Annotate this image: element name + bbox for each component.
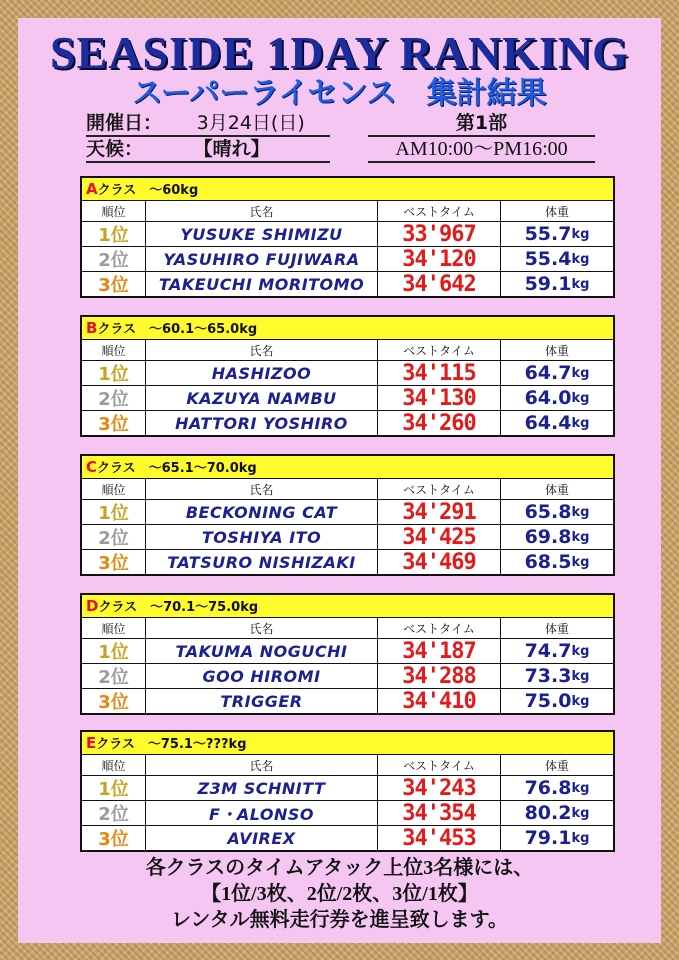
rank-cell: 2位 — [82, 664, 146, 688]
table-header-row — [82, 618, 613, 639]
weight-unit: kg — [571, 529, 590, 545]
weight-unit: kg — [571, 365, 590, 381]
weight-cell — [501, 361, 613, 385]
column-header-rank: 順位 — [82, 340, 146, 360]
weight-cell — [501, 272, 613, 296]
table-row — [82, 222, 613, 247]
weight-cell — [501, 550, 613, 574]
weight-unit: kg — [571, 780, 590, 796]
weight-cell — [501, 776, 613, 800]
weight-value: 79.1 — [524, 827, 572, 849]
weight-unit: kg — [571, 554, 590, 570]
driver-name: TOSHIYA ITO — [146, 525, 378, 549]
page-title: SEASIDE 1DAY RANKING — [50, 27, 629, 78]
weight-unit: kg — [571, 415, 590, 431]
class-letter: D — [86, 597, 99, 615]
column-header-name: 氏名 — [146, 479, 378, 499]
weight-unit: kg — [571, 390, 590, 406]
weight-unit: kg — [571, 805, 590, 821]
weight-unit: kg — [571, 276, 590, 292]
weight-cell — [501, 222, 613, 246]
date-label: 開催日： — [86, 112, 163, 134]
footer-line-2: 【1位/3枚、2位/2枚、3位/1枚】 — [201, 883, 478, 905]
class-label: クラス ～75.1～???kg — [96, 737, 247, 752]
rank-cell: 3位 — [82, 272, 146, 296]
weight-value: 64.4 — [524, 412, 572, 434]
rank-cell: 3位 — [82, 411, 146, 435]
class-table-a — [80, 176, 615, 298]
class-label: クラス ～70.1～75.0kg — [98, 600, 259, 615]
driver-name: HATTORI YOSHIRO — [146, 411, 378, 435]
class-letter: C — [86, 458, 98, 476]
weight-unit: kg — [571, 251, 590, 267]
rank-cell: 2位 — [82, 386, 146, 410]
weight-value: 65.8 — [524, 501, 572, 523]
weight-cell — [501, 801, 613, 825]
best-time: 34'260 — [378, 411, 501, 435]
class-table-b — [80, 315, 615, 437]
best-time: 34'469 — [378, 550, 501, 574]
driver-name: AVIREX — [146, 826, 378, 850]
weight-unit: kg — [571, 643, 590, 659]
column-header-weight: 体重 — [544, 204, 569, 219]
weight-unit: kg — [571, 693, 590, 709]
table-header-row — [82, 340, 613, 361]
table-row — [82, 386, 613, 411]
best-time: 34'410 — [378, 689, 501, 713]
best-time: 34'187 — [378, 639, 501, 663]
column-header-name: 氏名 — [146, 618, 378, 638]
weight-cell — [501, 826, 613, 850]
weight-value: 68.5 — [524, 551, 572, 573]
footer-line-3: レンタル無料走行券を進呈致します。 — [170, 909, 509, 931]
table-row — [82, 550, 613, 574]
weight-unit: kg — [571, 226, 590, 242]
time-range: AM10:00～PM16:00 — [368, 137, 595, 163]
weight-value: 69.8 — [524, 526, 572, 548]
best-time: 34'120 — [378, 247, 501, 271]
class-letter: E — [86, 734, 97, 752]
weight-value: 55.4 — [524, 248, 572, 270]
class-header — [82, 732, 613, 755]
class-label: クラス ～60.1～65.0kg — [97, 322, 258, 337]
driver-name: YUSUKE SHIMIZU — [146, 222, 378, 246]
weight-value: 55.7 — [524, 223, 572, 245]
column-header-best-time: ベストタイム — [378, 618, 501, 638]
class-table-c — [80, 454, 615, 576]
table-row — [82, 776, 613, 801]
weight-cell — [501, 689, 613, 713]
rank-cell: 1位 — [82, 639, 146, 663]
driver-name: BECKONING CAT — [146, 500, 378, 524]
rank-cell: 1位 — [82, 500, 146, 524]
class-letter: B — [86, 319, 98, 337]
table-row — [82, 826, 613, 850]
weight-cell — [501, 411, 613, 435]
table-row — [82, 689, 613, 713]
rank-cell: 1位 — [82, 222, 146, 246]
rank-cell: 3位 — [82, 826, 146, 850]
driver-name: TATSURO NISHIZAKI — [146, 550, 378, 574]
weight-value: 64.0 — [524, 387, 572, 409]
weight-cell — [501, 386, 613, 410]
column-header-name: 氏名 — [146, 201, 378, 221]
weight-cell — [501, 500, 613, 524]
column-header-weight: 体重 — [544, 482, 569, 497]
column-header-rank: 順位 — [82, 201, 146, 221]
weight-value: 73.3 — [524, 665, 572, 687]
class-label: クラス ～65.1～70.0kg — [97, 461, 257, 476]
column-header-best-time: ベストタイム — [378, 340, 501, 360]
class-header — [82, 178, 613, 201]
weight-value: 74.7 — [524, 640, 572, 662]
table-row — [82, 411, 613, 435]
driver-name: KAZUYA NAMBU — [146, 386, 378, 410]
table-header-row — [82, 201, 613, 222]
column-header-name: 氏名 — [146, 755, 378, 775]
best-time: 34'115 — [378, 361, 501, 385]
weight-unit: kg — [571, 504, 590, 520]
table-row — [82, 525, 613, 550]
driver-name: YASUHIRO FUJIWARA — [146, 247, 378, 271]
column-header-best-time: ベストタイム — [378, 755, 501, 775]
weight-value: 75.0 — [524, 690, 572, 712]
date-value: 3月24日(日) — [196, 112, 305, 134]
weight-cell — [501, 525, 613, 549]
weight-unit: kg — [571, 830, 590, 846]
table-header-row — [82, 755, 613, 776]
rank-cell: 1位 — [82, 776, 146, 800]
rank-cell: 3位 — [82, 689, 146, 713]
page-subtitle: スーパーライセンス 集計結果 — [132, 76, 547, 111]
weight-unit: kg — [571, 668, 590, 684]
weight-cell — [501, 639, 613, 663]
column-header-weight: 体重 — [544, 621, 569, 636]
table-row — [82, 801, 613, 826]
footer-line-1: 各クラスのタイムアタック上位3名様には、 — [145, 857, 534, 879]
weight-cell — [501, 247, 613, 271]
table-row — [82, 272, 613, 296]
class-header — [82, 317, 613, 340]
session-label: 第1部 — [368, 111, 595, 137]
driver-name: Z3M SCHNITT — [146, 776, 378, 800]
driver-name: TAKUMA NOGUCHI — [146, 639, 378, 663]
column-header-best-time: ベストタイム — [378, 201, 501, 221]
driver-name: GOO HIROMI — [146, 664, 378, 688]
weight-cell — [501, 664, 613, 688]
weather-value: 【晴れ】 — [193, 138, 270, 160]
class-label: クラス ～60kg — [97, 183, 199, 198]
best-time: 33'967 — [378, 222, 501, 246]
table-header-row — [82, 479, 613, 500]
column-header-best-time: ベストタイム — [378, 479, 501, 499]
column-header-name: 氏名 — [146, 340, 378, 360]
weight-value: 64.7 — [524, 362, 572, 384]
best-time: 34'130 — [378, 386, 501, 410]
class-header — [82, 456, 613, 479]
best-time: 34'425 — [378, 525, 501, 549]
rank-cell: 1位 — [82, 361, 146, 385]
weight-value: 59.1 — [524, 273, 572, 295]
weather-label: 天候： — [86, 138, 144, 160]
driver-name: F・ALONSO — [146, 801, 378, 825]
rank-cell: 2位 — [82, 525, 146, 549]
class-table-e — [80, 730, 615, 852]
weight-value: 76.8 — [524, 777, 572, 799]
rank-cell: 2位 — [82, 801, 146, 825]
column-header-rank: 順位 — [82, 479, 146, 499]
driver-name: HASHIZOO — [146, 361, 378, 385]
table-row — [82, 639, 613, 664]
best-time: 34'291 — [378, 500, 501, 524]
column-header-weight: 体重 — [544, 343, 569, 358]
table-row — [82, 247, 613, 272]
rank-cell: 3位 — [82, 550, 146, 574]
column-header-rank: 順位 — [82, 618, 146, 638]
driver-name: TRIGGER — [146, 689, 378, 713]
class-letter: A — [86, 180, 98, 198]
column-header-weight: 体重 — [544, 758, 569, 773]
table-row — [82, 500, 613, 525]
best-time: 34'354 — [378, 801, 501, 825]
driver-name: TAKEUCHI MORITOMO — [146, 272, 378, 296]
rank-cell: 2位 — [82, 247, 146, 271]
table-row — [82, 361, 613, 386]
date-line — [86, 111, 330, 137]
class-table-d — [80, 593, 615, 715]
ranking-sheet — [18, 18, 661, 943]
best-time: 34'288 — [378, 664, 501, 688]
weather-line — [86, 137, 330, 163]
best-time: 34'642 — [378, 272, 501, 296]
table-row — [82, 664, 613, 689]
best-time: 34'453 — [378, 826, 501, 850]
best-time: 34'243 — [378, 776, 501, 800]
class-header — [82, 595, 613, 618]
weight-value: 80.2 — [524, 802, 572, 824]
column-header-rank: 順位 — [82, 755, 146, 775]
